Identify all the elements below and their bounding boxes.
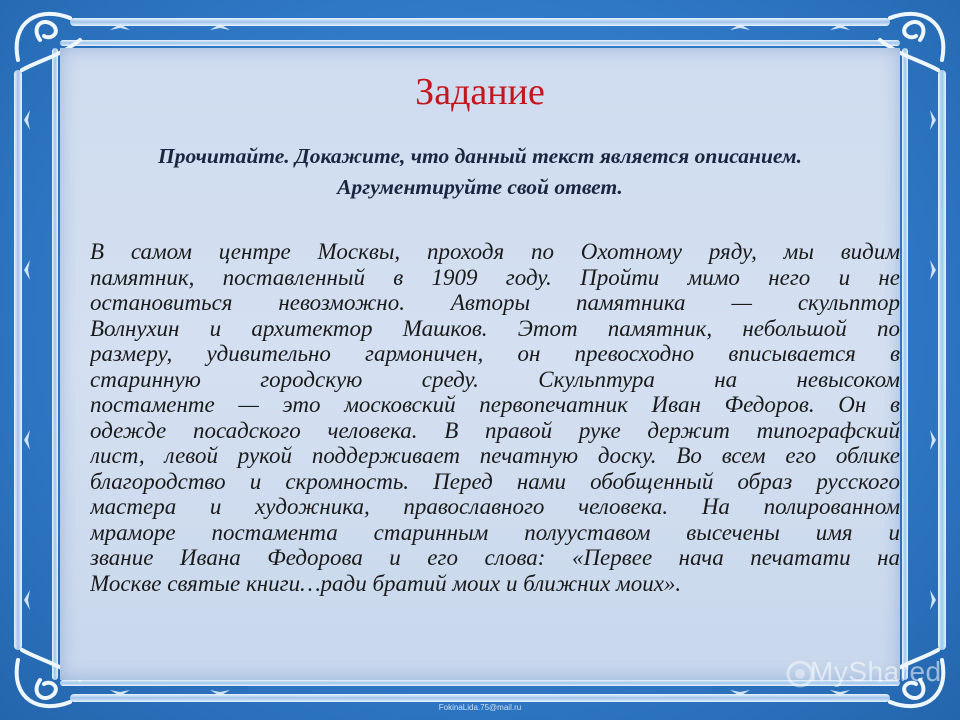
text-line: мастера и художника, православного человека. На полированном — [90, 494, 900, 519]
text-line: лист, левой рукой поддерживает печатную доску. Во всем его облике — [90, 443, 900, 468]
text-line: звание Ивана Федорова и его слова: «Первее нача печатати на — [90, 545, 900, 570]
text-line: благородство и скромность. Перед нами обобщенный образ русского — [90, 468, 900, 494]
left-rail — [14, 70, 22, 650]
text-line: В самом центре Москвы, проходя по Охотному ряду, мы видим — [90, 239, 900, 264]
task-line-1: Прочитайте. Докажите, что данный текст является описанием. — [157, 144, 803, 168]
text-line: остановиться невозможно. Авторы памятника — скульптор — [90, 290, 900, 315]
task-instruction — [60, 141, 900, 203]
text-line: Москве святые книги…ради братий моих и ближних моих». — [90, 570, 682, 596]
text-line: Волнухин и архитектор Машков. Этот памятник, небольшой по — [90, 315, 900, 341]
top-rail — [70, 18, 890, 26]
task-line-2: Аргументируйте свой ответ. — [337, 175, 623, 199]
text-line: мраморе постамента старинным полууставом высечены имя и — [90, 519, 900, 545]
text-line: памятник, поставленный в 1909 году. Пройти мимо него и не — [90, 264, 900, 290]
watermark-text: MyShared — [810, 656, 942, 687]
slide-title: Задание — [415, 71, 545, 113]
text-line: старинную городскую среду. Скульптура на невысоком — [90, 366, 900, 392]
text-line: размеру, удивительно гармоничен, он превосходно вписывается в — [90, 341, 900, 366]
inner-top-rail — [60, 40, 900, 46]
text-line: постаменте — это московский первопечатник Иван Федоров. Он в — [90, 392, 900, 417]
inner-left-rail — [52, 48, 58, 680]
right-rail — [938, 70, 946, 650]
text-line: одежде посадского человека. В правой руке держит типографский — [90, 417, 900, 443]
inner-bottom-rail — [60, 680, 900, 686]
description-text — [90, 239, 900, 596]
footer-email: FokinaLida.75@mail.ru — [438, 703, 522, 712]
inner-right-rail — [902, 48, 908, 680]
bottom-rail — [70, 694, 890, 702]
